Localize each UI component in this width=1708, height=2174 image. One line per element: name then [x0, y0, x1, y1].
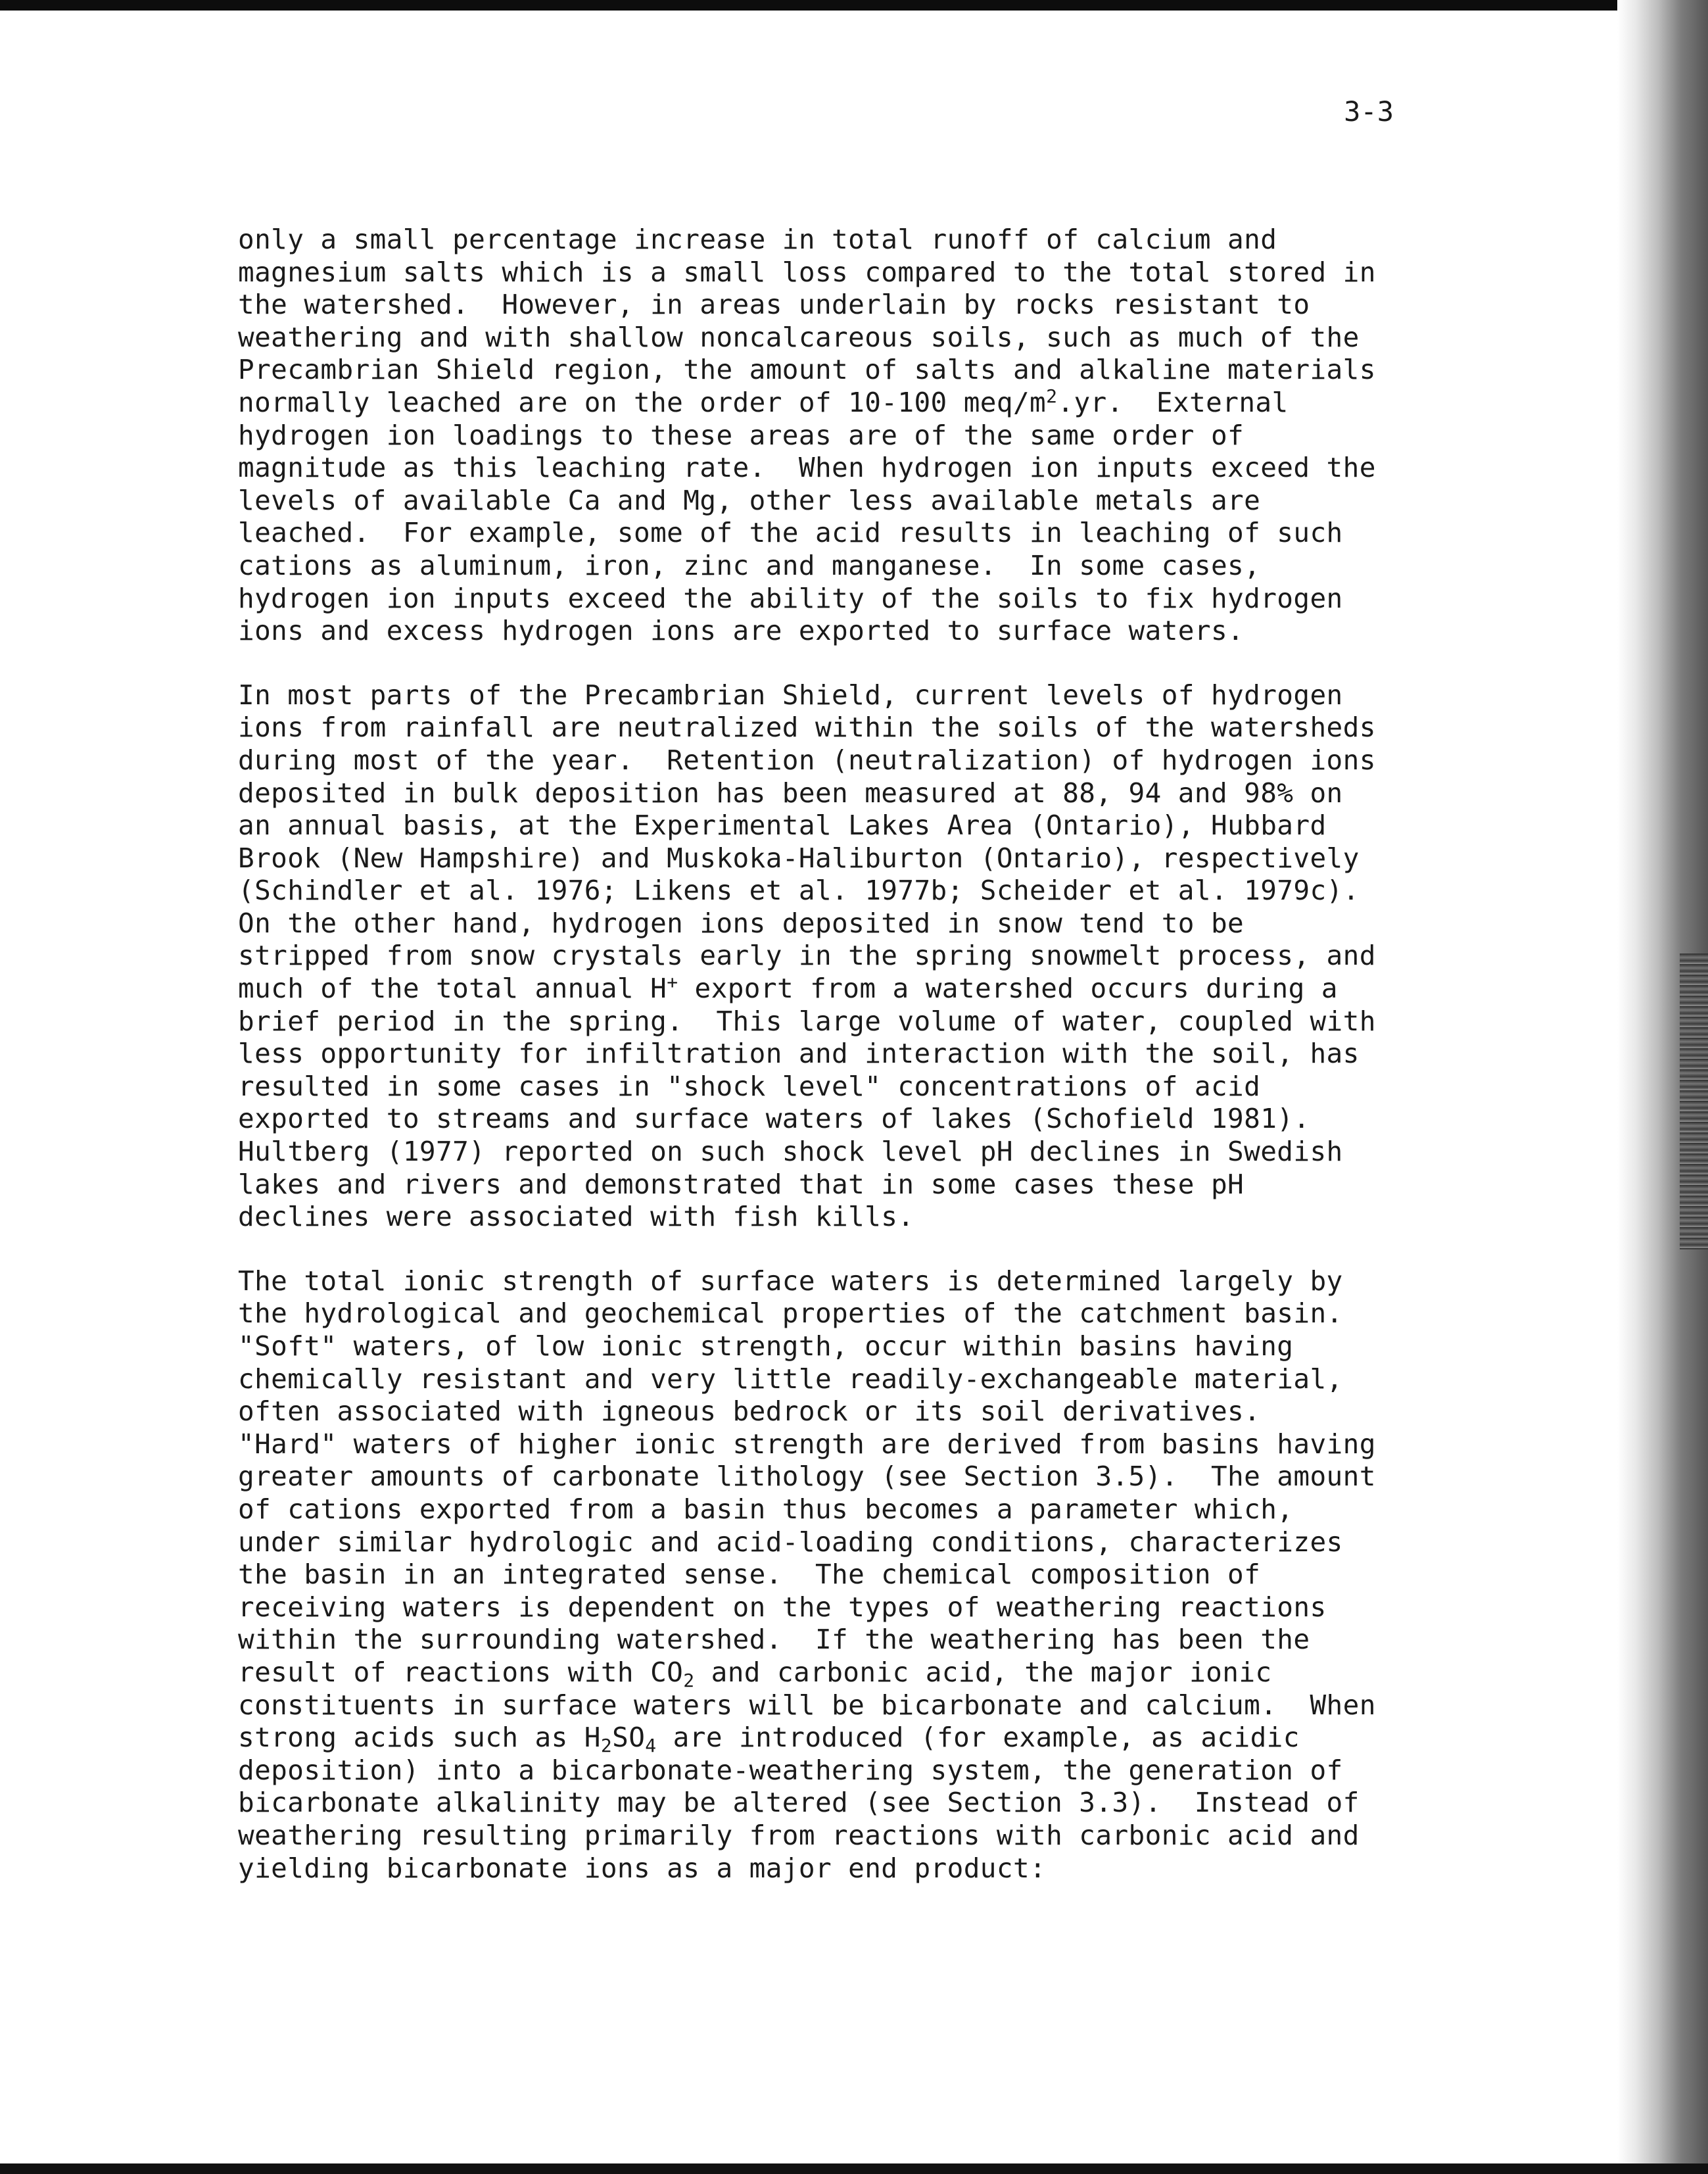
text-line: declines were associated with fish kills. — [238, 1201, 914, 1233]
text-line: leached. For example, some of the acid results in leaching of such — [238, 517, 1343, 549]
text-segment: strong acids such as H — [238, 1722, 601, 1754]
text-line: only a small percentage increase in total runoff of calcium and — [238, 224, 1277, 255]
scan-top-edge — [0, 0, 1708, 11]
text-line: deposited in bulk deposition has been measured at 88, 94 and 98% on — [238, 777, 1343, 809]
text-segment: export from a watershed occurs during a — [678, 973, 1338, 1005]
text-line: within the surrounding watershed. If the weathering has been the — [238, 1624, 1310, 1656]
text-line: magnitude as this leaching rate. When hydrogen ion inputs exceed the — [238, 452, 1376, 484]
text-line: the basin in an integrated sense. The chemical composition of — [238, 1558, 1261, 1591]
text-segment: and carbonic acid, the major ionic — [694, 1656, 1272, 1688]
text-line: chemically resistant and very little readily-exchangeable material, — [238, 1363, 1343, 1395]
text-line — [238, 1656, 1395, 1689]
text-line: ions and excess hydrogen ions are exported to surface waters. — [238, 615, 1245, 647]
text-line: Hultberg (1977) reported on such shock level pH declines in Swedish — [238, 1136, 1343, 1168]
page-number: 3-3 — [1344, 95, 1394, 128]
text-line: less opportunity for infiltration and interaction with the soil, has — [238, 1038, 1360, 1070]
text-line: deposition) into a bicarbonate-weathering system, the generation of — [238, 1754, 1343, 1786]
text-line: of cations exported from a basin thus becomes a parameter which, — [238, 1493, 1294, 1525]
subscript: 2 — [683, 1669, 695, 1691]
text-line: resulted in some cases in "shock level" concentrations of acid — [238, 1070, 1261, 1102]
text-line: levels of available Ca and Mg, other less available metals are — [238, 484, 1261, 516]
text-segment: SO — [612, 1722, 646, 1754]
superscript: + — [667, 971, 678, 994]
text-line: bicarbonate alkalinity may be altered (see Section 3.3). Instead of — [238, 1787, 1360, 1819]
text-segment: result of reactions with CO — [238, 1656, 684, 1688]
text-line: greater amounts of carbonate lithology (see Section 3.5). The amount — [238, 1461, 1376, 1493]
text-line: The total ionic strength of surface waters is determined largely by — [238, 1265, 1343, 1297]
text-line: On the other hand, hydrogen ions deposited in snow tend to be — [238, 907, 1245, 939]
text-line: the watershed. However, in areas underlain by rocks resistant to — [238, 289, 1310, 321]
text-line: an annual basis, at the Experimental Lakes Area (Ontario), Hubbard — [238, 809, 1327, 842]
text-line: hydrogen ion inputs exceed the ability of the soils to fix hydrogen — [238, 582, 1343, 614]
superscript: 2 — [1046, 385, 1058, 407]
text-line: "Hard" waters of higher ionic strength are derived from basins having — [238, 1428, 1376, 1460]
text-line: receiving waters is dependent on the types of weathering reactions — [238, 1591, 1327, 1623]
subscript: 2 — [600, 1735, 613, 1757]
text-segment: much of the total annual H — [238, 973, 667, 1005]
text-line: yielding bicarbonate ions as a major end product: — [238, 1852, 1047, 1884]
text-line: weathering and with shallow noncalcareous soils, such as much of the — [238, 321, 1360, 353]
scan-artifact-strip — [1680, 954, 1708, 1249]
text-line — [238, 1722, 1395, 1757]
text-segment: .yr. External — [1057, 386, 1289, 418]
text-line — [238, 973, 1395, 1005]
text-line: lakes and rivers and demonstrated that in some cases these pH — [238, 1168, 1245, 1200]
text-line: magnesium salts which is a small loss compared to the total stored in — [238, 256, 1376, 288]
text-line: Brook (New Hampshire) and Muskoka-Haliburton (Ontario), respectively — [238, 842, 1360, 874]
paragraph-2 — [238, 679, 1395, 1234]
text-segment: are introduced (for example, as acidic — [656, 1722, 1300, 1754]
text-line: In most parts of the Precambrian Shield, current levels of hydrogen — [238, 679, 1343, 711]
text-segment: normally leached are on the order of 10-100 meq/m — [238, 386, 1047, 418]
text-line: exported to streams and surface waters of lakes (Schofield 1981). — [238, 1103, 1310, 1135]
text-line: stripped from snow crystals early in the spring snowmelt process, and — [238, 940, 1376, 972]
text-line: during most of the year. Retention (neutralization) of hydrogen ions — [238, 744, 1376, 776]
document-body — [238, 224, 1395, 1916]
paragraph-1 — [238, 224, 1395, 648]
text-line: (Schindler et al. 1976; Likens et al. 1977b; Scheider et al. 1979c). — [238, 875, 1360, 907]
text-line: weathering resulting primarily from reactions with carbonic acid and — [238, 1819, 1360, 1851]
text-line — [238, 387, 1395, 420]
text-line: constituents in surface waters will be bicarbonate and calcium. When — [238, 1689, 1376, 1721]
text-line: the hydrological and geochemical properties of the catchment basin. — [238, 1297, 1343, 1330]
text-line: cations as aluminum, iron, zinc and manganese. In some cases, — [238, 549, 1261, 581]
subscript: 4 — [645, 1735, 657, 1757]
text-line: often associated with igneous bedrock or its soil derivatives. — [238, 1395, 1261, 1428]
scan-bottom-edge — [0, 2163, 1708, 2174]
text-line: ions from rainfall are neutralized within the soils of the watersheds — [238, 712, 1376, 744]
text-line: "Soft" waters, of low ionic strength, occur within basins having — [238, 1330, 1294, 1362]
text-line: hydrogen ion loadings to these areas are of the same order of — [238, 419, 1245, 451]
text-line: brief period in the spring. This large volume of water, coupled with — [238, 1005, 1376, 1037]
text-line: under similar hydrologic and acid-loading conditions, characterizes — [238, 1526, 1343, 1558]
text-line: Precambrian Shield region, the amount of salts and alkaline materials — [238, 354, 1376, 386]
paragraph-3 — [238, 1265, 1395, 1885]
